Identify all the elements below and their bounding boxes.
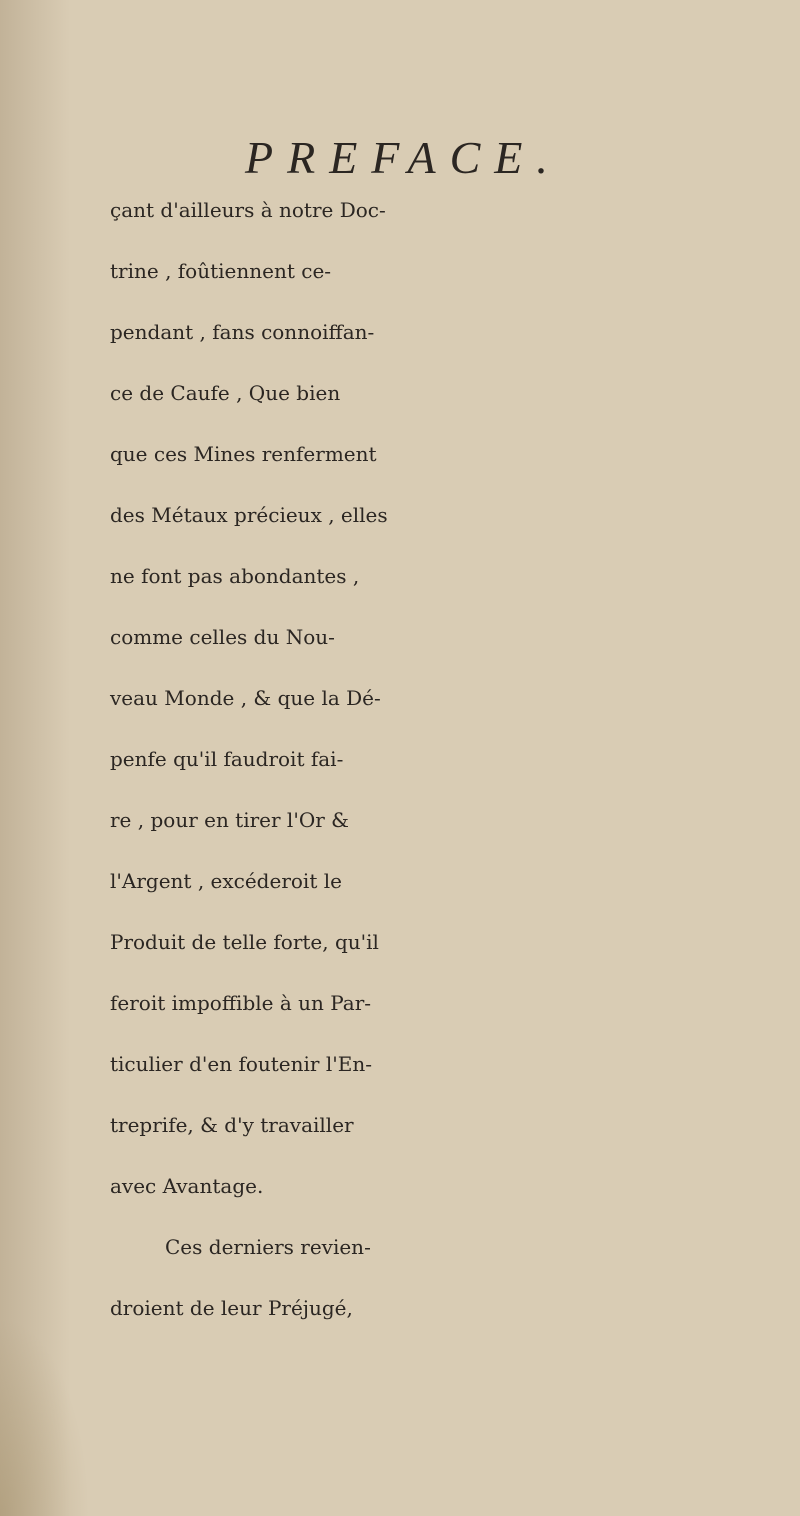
text-line-19: droient de leur Préjugé, bbox=[110, 1296, 353, 1320]
running-header: PREFACE. bbox=[245, 132, 562, 183]
text-line-7: ne font pas abondantes , bbox=[110, 564, 360, 588]
text-line-17: avec Avantage. bbox=[110, 1174, 264, 1198]
page-stain bbox=[0, 1316, 90, 1516]
text-line-5: que ces Mines renferment bbox=[110, 442, 377, 466]
text-line-10: penfe qu'il faudroit fai- bbox=[110, 747, 344, 771]
text-line-8: comme celles du Nou- bbox=[110, 625, 335, 649]
text-line-2: trine , foûtiennent ce- bbox=[110, 259, 332, 283]
text-line-16: treprife, & d'y travailler bbox=[110, 1113, 354, 1137]
text-line-12: l'Argent , excéderoit le bbox=[110, 869, 342, 893]
text-line-11: re , pour en tirer l'Or & bbox=[110, 808, 349, 832]
text-line-1: çant d'ailleurs à notre Doc- bbox=[110, 198, 386, 222]
text-line-18: Ces derniers revien- bbox=[165, 1235, 371, 1259]
text-line-3: pendant , fans connoiffan- bbox=[110, 320, 375, 344]
text-line-15: ticulier d'en foutenir l'En- bbox=[110, 1052, 372, 1076]
text-line-14: feroit impoffible à un Par- bbox=[110, 991, 372, 1015]
text-line-4: ce de Caufe , Que bien bbox=[110, 381, 341, 405]
page-shadow bbox=[0, 0, 70, 1516]
text-line-9: veau Monde , & que la Dé- bbox=[110, 686, 381, 710]
text-line-6: des Métaux précieux , elles bbox=[110, 503, 388, 527]
text-line-13: Produit de telle forte, qu'il bbox=[110, 930, 379, 954]
